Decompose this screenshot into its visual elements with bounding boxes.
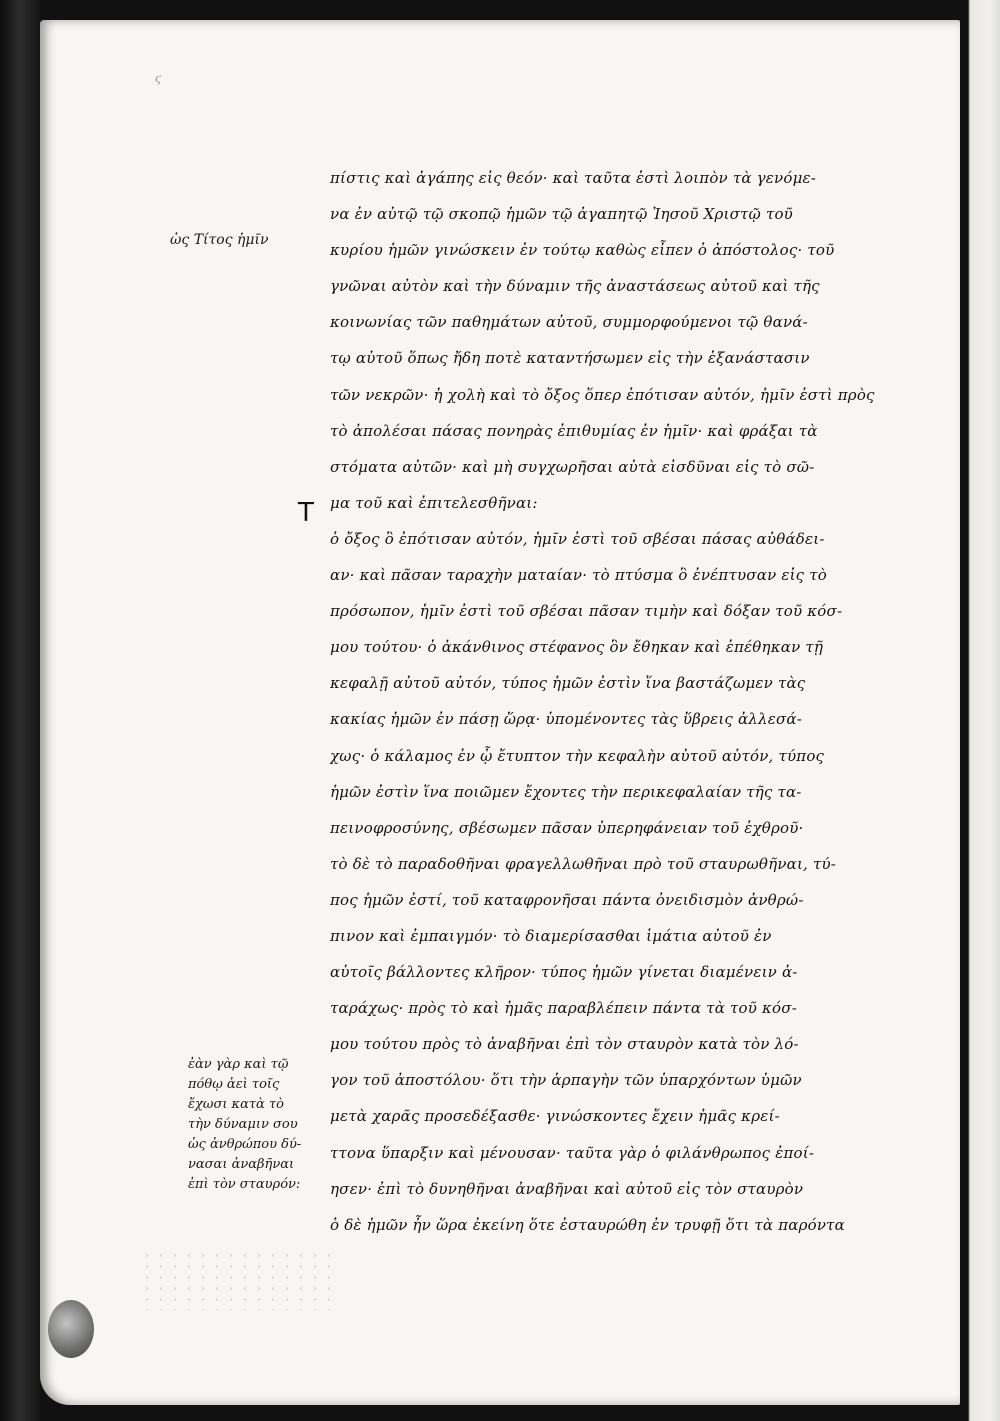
margin-note-line: ὡς ἀνθρώπου δύ- [188, 1137, 302, 1152]
text-line: τὸ δὲ τὸ παραδοθῆναι φραγελλωθῆναι πρὸ τοῦ σταυρωθῆναι, τύ- [330, 854, 837, 873]
text-line: μου τούτου· ὁ ἀκάνθινος στέφανος ὃν ἔθηκαν καὶ ἐπέθηκαν τῇ [330, 638, 824, 657]
text-line: τῳ αὐτοῦ ὅπως ἤδη ποτὲ καταντήσωμεν εἰς τὴν ἐξανάστασιν [330, 349, 810, 368]
book-spine-edge [0, 0, 40, 1421]
folio-mark: ϛ [155, 72, 162, 85]
text-line: πρόσωπον, ἡμῖν ἐστὶ τοῦ σβέσαι πᾶσαν τιμὴν καὶ δόξαν τοῦ κόσ- [330, 602, 843, 621]
text-line: αὐτοῖς βάλλοντες κλῆρον· τύπος ἡμῶν γίνεται διαμένειν ἀ- [330, 963, 798, 982]
facing-page-edge [960, 0, 1000, 1421]
paper-stain-dots [140, 1250, 340, 1310]
text-line: μετὰ χαρᾶς προσεδέξασθε· γινώσκοντες ἔχειν ἡμᾶς κρεί- [330, 1107, 780, 1126]
text-line: τὸ ἀπολέσαι πάσας πονηρὰς ἐπιθυμίας ἐν ἡμῖν· καὶ φράξαι τὰ [330, 421, 818, 440]
margin-note-bottom [188, 1055, 333, 1195]
text-line: να ἐν αὐτῷ τῷ σκοπῷ ἡμῶν τῷ ἀγαπητῷ Ἰησοῦ Χριστῷ τοῦ [330, 205, 793, 224]
margin-note-line: πόθῳ ἀεὶ τοῖς [188, 1077, 280, 1092]
margin-note-line: νασαι ἀναβῆναι [188, 1157, 295, 1172]
margin-note-line: ἐπὶ τὸν σταυρόν: [188, 1177, 301, 1192]
text-line: κοινωνίας τῶν παθημάτων αὐτοῦ, συμμορφούμενοι τῷ θανά- [330, 313, 808, 332]
paragraph-marker: Τ [298, 498, 314, 528]
text-line: γον τοῦ ἀποστόλου· ὅτι τὴν ἁρπαγὴν τῶν ὑπαρχόντων ὑμῶν [330, 1071, 802, 1090]
margin-note-line: ἔχωσι κατὰ τὸ [188, 1097, 284, 1112]
text-line: ὁ ὄξος ὃ ἐπότισαν αὐτόν, ἡμῖν ἐστὶ τοῦ σβέσαι πάσας αὐθάδει- [330, 529, 825, 548]
text-line: πίστις καὶ ἀγάπης εἰς θεόν· καὶ ταῦτα ἐστὶ λοιπὸν τὰ γενόμε- [330, 169, 817, 187]
text-line: γνῶναι αὐτὸν καὶ τὴν δύναμιν τῆς ἀναστάσεως αὐτοῦ καὶ τῆς [330, 277, 820, 296]
margin-note-line: τὴν δύναμιν σου [188, 1117, 298, 1132]
text-line: ἡμῶν ἐστὶν ἵνα ποιῶμεν ἔχοντες τὴν περικεφαλαίαν τῆς τα- [330, 782, 802, 801]
text-line: αν· καὶ πᾶσαν ταραχὴν ματαίαν· τὸ πτύσμα ὃ ἐνέπτυσαν εἰς τὸ [330, 566, 827, 585]
text-line: ησεν· ἐπὶ τὸ δυνηθῆναι ἀναβῆναι καὶ αὐτοῦ εἰς τὸν σταυρὸν [330, 1179, 804, 1198]
text-line: μου τούτου πρὸς τὸ ἀναβῆναι ἐπὶ τὸν σταυρὸν κατὰ τὸν λό- [330, 1035, 799, 1054]
text-line: κυρίου ἡμῶν γινώσκειν ἐν τούτῳ καθὼς εἶπεν ὁ ἀπόστολος· τοῦ [330, 241, 835, 260]
text-line: πεινοφροσύνης, σβέσωμεν πᾶσαν ὑπερηφάνειαν τοῦ ἐχθροῦ· [330, 818, 804, 837]
margin-note-line: ἐὰν γὰρ καὶ τῷ [188, 1057, 289, 1072]
margin-note-top: ὡς Τίτος ἡμῖν [170, 232, 269, 248]
text-line: ὁ δὲ ἡμῶν ἦν ὥρα ἐκείνη ὅτε ἐσταυρώθη ἐν τρυφῇ ὅτι τὰ παρόντα [330, 1215, 846, 1234]
text-line: στόματα αὐτῶν· καὶ μὴ συγχωρῆσαι αὐτὰ εἰσδῦναι εἰς τὸ σῶ- [330, 457, 815, 476]
main-text-block [330, 160, 875, 1243]
text-line: χως· ὁ κάλαμος ἐν ᾧ ἔτυπτον τὴν κεφαλὴν αὐτοῦ αὐτόν, τύπος [330, 746, 825, 765]
text-line: κακίας ἡμῶν ἐν πάσῃ ὥρᾳ· ὑπομένοντες τὰς ὕβρεις ἀλλεσά- [330, 710, 802, 729]
text-line: ταράχως· πρὸς τὸ καὶ ἡμᾶς παραβλέπειν πάντα τὰ τοῦ κόσ- [330, 999, 797, 1018]
text-line: μα τοῦ καὶ ἐπιτελεσθῆναι: [330, 493, 538, 512]
library-stamp [48, 1300, 94, 1358]
text-line: τῶν νεκρῶν· ἡ χολὴ καὶ τὸ ὄξος ὅπερ ἐπότισαν αὐτόν, ἡμῖν ἐστὶ πρὸς [330, 385, 875, 404]
text-line: ττονα ὕπαρξιν καὶ μένουσαν· ταῦτα γὰρ ὁ φιλάνθρωπος ἐποί- [330, 1143, 815, 1162]
text-line: πινον καὶ ἐμπαιγμόν· τὸ διαμερίσασθαι ἱμάτια αὐτοῦ ἐν [330, 926, 772, 945]
text-line: πος ἡμῶν ἐστί, τοῦ καταφρονῆσαι πάντα ὀνειδισμὸν ἀνθρώ- [330, 890, 804, 909]
text-line: κεφαλῇ αὐτοῦ αὐτόν, τύπος ἡμῶν ἐστὶν ἵνα βαστάζωμεν τὰς [330, 674, 806, 693]
